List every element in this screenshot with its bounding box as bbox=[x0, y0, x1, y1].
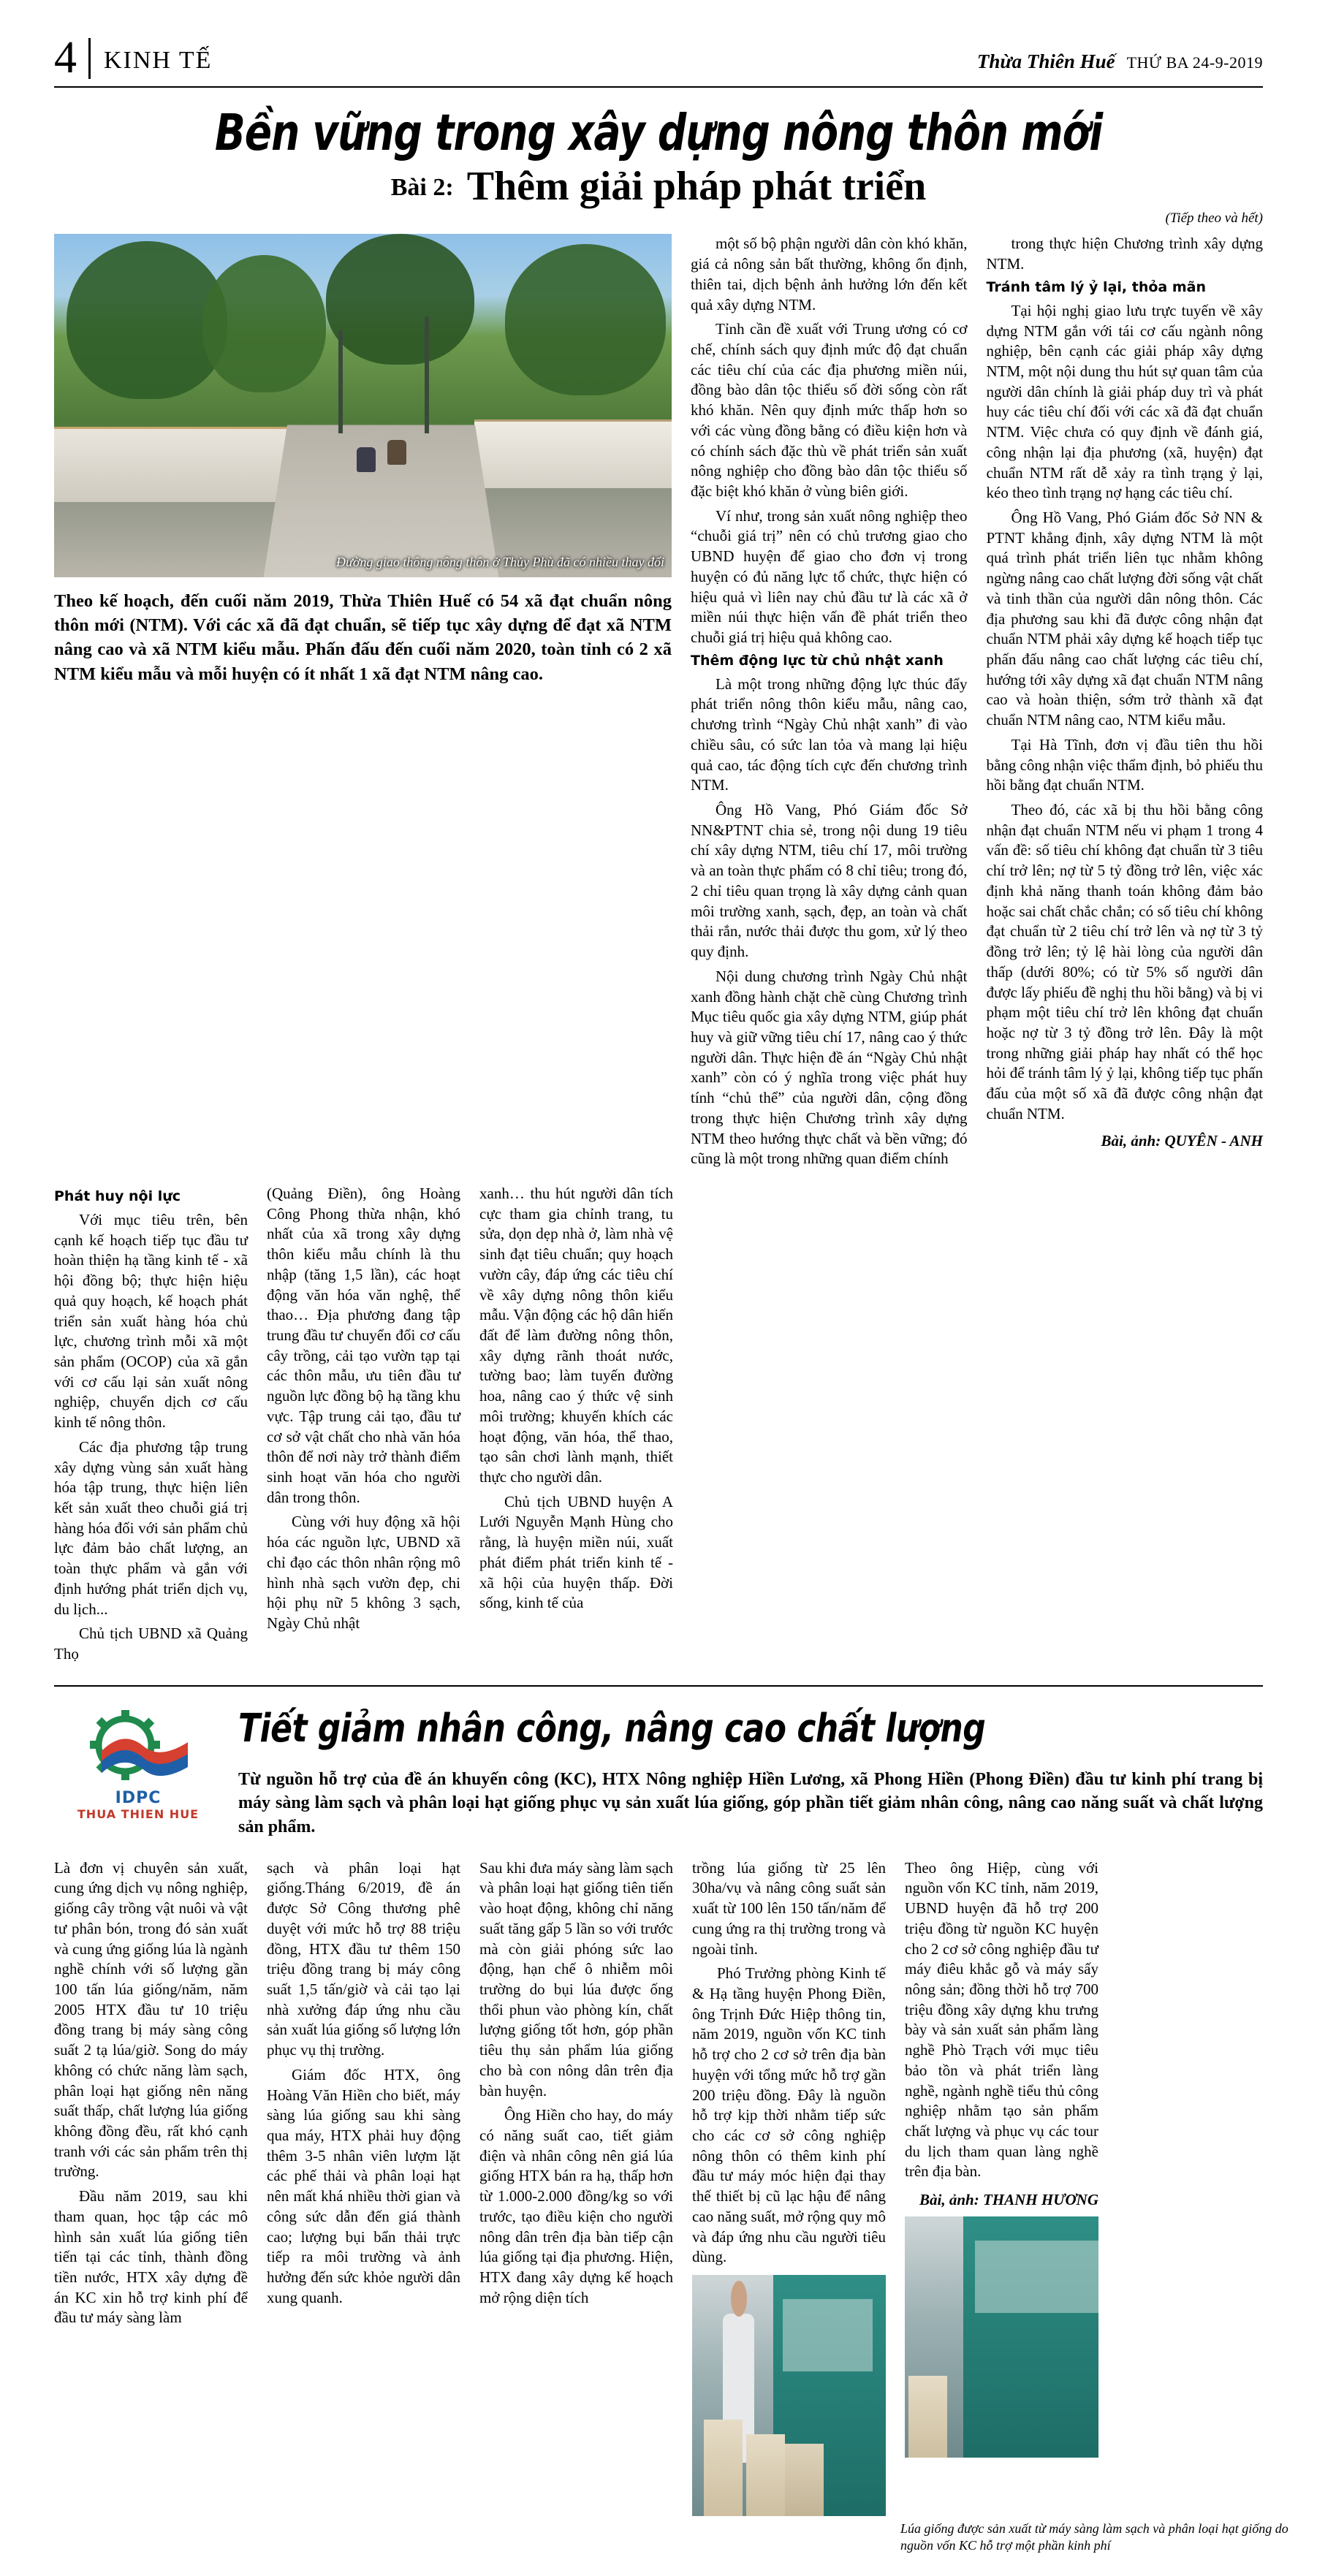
paper-date: THỨ BA 24-9-2019 bbox=[1126, 53, 1263, 72]
idpc-logo bbox=[54, 1703, 222, 1821]
article2-byline: Bài, ảnh: THANH HƯƠNG bbox=[919, 2191, 1098, 2209]
article1-byline: Bài, ảnh: QUYÊN - ANH bbox=[1101, 1131, 1263, 1150]
paragraph: Phó Trưởng phòng Kinh tế & Hạ tầng huyện Phong Điền, ông Trịnh Đức Hiệp thông tin, năm 2019, nguồn vốn KC tinh hỗ trợ cho 2 cơ sở trên địa bàn huyện với tổng mức hỗ trợ gần 200 triệu đồng. Đây là nguồn hỗ trợ kịp thời nhằm tiếp sức cho các cơ sở công nghiệp nông thôn có thêm kinh phí đầu tư máy móc hiện đại thay thế thiết bị cũ lạc hậu để nâng cao năng suất, mở rộng quy mô và đáp ứng nhu cầu người tiêu dùng. bbox=[692, 1964, 886, 2266]
paragraph: Ông Hiền cho hay, do máy có năng suất cao, tiết giảm điện và nhân công nên giá lúa giống HTX bán ra hạ, thấp hơn từ 1.000-2.000 đồng/kg so với trước, tạo điều kiện cho người nông dân trên địa bàn tiếp cận lúa giống tại địa phương. Hiện, HTX đang xây dựng kế hoạch mở rộng diện tích bbox=[479, 2106, 673, 2306]
paragraph: Là đơn vị chuyên sản xuất, cung ứng dịch vụ nông nghiệp, giống cây trồng vật nuôi và vật tư phân bón, trong đó sản xuất và cung ứng giống lúa là ngành nghề chính với số lượng gần 100 tấn lúa giống/năm, năm 2005 HTX đầu tư 10 triệu đồng trang bị máy sàng công suất 2 tạ lúa/giờ. Song do máy không có chức năng làm sạch, phân loại hạt giống nên năng suất thấp, chất lượng lúa giống không đồng đều, rất khó cạnh tranh với các sản phẩm trên thị trường. bbox=[54, 1858, 248, 2181]
paragraph: Chủ tịch UBND huyện A Lưới Nguyễn Mạnh Hùng cho rằng, là huyện miền núi, xuất phát điểm phát triển kinh tế - xã hội của huyện thấp. Đời sống, kinh tế của bbox=[479, 1492, 673, 1612]
paragraph: (Quảng Điền), ông Hoàng Công Phong thừa nhận, khó nhất của xã trong xây dựng thôn kiểu mẫu chính là thu nhập (tăng 1,5 lần), các hoạt động văn hóa văn nghệ, thể thao… Địa phương đang tập trung đầu tư chuyển đổi cơ cấu cây trồng, cải tạo vườn tạp tại các thôn mẫu, ưu tiên đầu tư nguồn lực đồng bộ hạ tầng khu vực. Tập trung cải tạo, đầu tư cơ sở vật chất cho nhà văn hóa thôn để nơi này trở thành điểm sinh hoạt văn hóa cho người dân trong thôn. bbox=[267, 1184, 460, 1506]
paragraph: một số bộ phận người dân còn khó khăn, giá cả nông sản bất thường, không ổn định, thiên tai, dịch bệnh ảnh hưởng lớn đến kết quả xây dựng NTM. bbox=[691, 235, 968, 314]
article1-header bbox=[54, 102, 1263, 227]
article-khuyen-cong bbox=[54, 1703, 1288, 2554]
article2-col-3 bbox=[479, 1858, 673, 2516]
paragraph: Theo ông Hiệp, cùng với nguồn vốn KC tỉnh, năm 2019, UBND huyện đã hỗ trợ 200 triệu đồng từ nguồn KC huyện cho 2 cơ sở công nghiệp đầu tư máy điêu khắc gỗ và máy sấy nông sản; đồng thời hỗ trợ 700 triệu đồng xây dựng khu trưng bày và sản xuất sản phẩm làng nghề Phò Trạch với mục tiêu bảo tồn và phát triển làng nghề, ngành nghề tiểu thủ công nghiệp nhằm tạo sản phẩm chất lượng và phục vụ các tour du lịch tham quan làng nghề trên địa bàn. bbox=[905, 1858, 1098, 2181]
article1-col-3 bbox=[479, 1184, 673, 1669]
article1-figure bbox=[54, 234, 672, 577]
article2-col-1 bbox=[54, 1858, 248, 2516]
seed-machine-photo bbox=[692, 2275, 886, 2516]
article2-lead: Từ nguồn hỗ trợ của đề án khuyến công (KC), HTX Nông nghiệp Hiền Lương, xã Phong Hiền (Phong Điền) đầu tư kinh phí trang bị máy sàng làm sạch và phân loại hạt giống phục vụ sản xuất lúa giống, góp phần tiết giảm nhân công, nâng cao năng suất và chất lượng sản phẩm. bbox=[238, 1769, 1263, 1837]
paragraph: Cùng với huy động xã hội hóa các nguồn lực, UBND xã chỉ đạo các thôn nhân rộng mô hình nhà sạch vườn đẹp, chi hội phụ nữ 5 không 3 sạch, Ngày Chủ nhật bbox=[267, 1513, 460, 1633]
paragraph: Theo đó, các xã bị thu hồi bằng công nhận đạt chuẩn NTM nếu vi phạm 1 trong 4 vấn đề: số tiêu chí không đạt chuẩn từ 3 tiêu chí trở lên; nợ từ 5 tỷ đồng trở lên, việc xác định khả năng thanh toán không đảm bảo hoặc sai chất chắc chắn; có số tiêu chí không đạt chuẩn từ 2 tiêu chí trở lên và nợ từ 3 tỷ đồng trở lên; tỷ lệ hài lòng của người dân thấp (dưới 80%; có từ 5% số người dân được lấy phiếu đề nghị thu hồi bằng) và bị vi phạm một tiêu chí trở lên không đạt chuẩn hoặc nợ từ 3 tỷ đồng trở lên. Đây là một trong những giải pháp hay nhất có thể học hỏi để tránh tâm lý ỷ lại, không tiếp tục phấn đấu của một số xã đã được công nhận đạt chuẩn NTM. bbox=[986, 801, 1263, 1122]
paragraph: Ví như, trong sản xuất nông nghiệp theo “chuỗi giá trị” nên có chủ trương giao cho UBND huyện để giao cho đơn vị trong huyện có đủ năng lực tổ chức, thực hiện có hiệu quả vì liên nay chủ đầu tư là các xã ở miền núi thực hiện vấn đề phát triển theo chuỗi giá trị hiệu quả không cao. bbox=[691, 506, 968, 646]
paragraph: Giám đốc HTX, ông Hoàng Văn Hiền cho biết, máy sàng lúa giống sau khi sàng qua máy, HTX phải huy động thêm 3-5 nhân viên lượm lặt các phế thải và phân loại hạt nên mất khá nhiều thời gian và công sức dẫn đến giá thành cao; lượng bụi bẩn thải trực tiếp ra môi trường và ảnh hưởng đến sức khỏe người dân xung quanh. bbox=[267, 2065, 460, 2306]
section-divider bbox=[54, 1685, 1263, 1687]
article2-photo-caption: Lúa giống được sản xuất từ máy sàng làm sạch và phân loại hạt giống do nguồn vốn KC hỗ trợ một phần kinh phí bbox=[900, 2521, 1288, 2553]
article1-figure-block bbox=[54, 234, 672, 1174]
article1-subhead-phathuynoiluc: Phát huy nội lực bbox=[54, 1188, 181, 1204]
article2-photo-caption-wrap bbox=[900, 2520, 1307, 2554]
article2-col-4 bbox=[692, 1858, 886, 2516]
paragraph: Tỉnh cần đề xuất với Trung ương có cơ chế, chính sách quy định mức độ đạt chuẩn các tiêu chí của các địa phương miền núi, đồng bào dân tộc thiểu số đời sống còn rất khó khăn. Nên quy định mức thấp hơn so với các vùng đồng bằng có điều kiện hơn và có chính sách đặc thù về phát triển sản xuất nông nghiệp cho đồng bào dân tộc thiểu số đặc biệt khó khăn ở vùng biên giới. bbox=[691, 320, 968, 500]
article1-lower-grid bbox=[54, 1184, 672, 1669]
paragraph: xanh… thu hút người dân tích cực tham gia chỉnh trang, tu sửa, dọn dẹp nhà ở, làm nhà vệ sinh đạt tiêu chuẩn; quy hoạch vườn cây, đáp ứng các tiêu chí về xây dựng nông thôn kiểu mẫu. Vận động các hộ dân hiến đất để làm đường nông thôn, xây dựng rãnh thoát nước, tường bao; làm tuyến đường hoa, nâng cao ý thức vệ sinh môi trường; khuyến khích các hoạt động, văn hóa, thể thao, tạo sân chơi lành mạnh, thiết thực cho người dân. bbox=[479, 1184, 673, 1486]
figure-caption: Đường giao thông nông thôn ở Thủy Phù đã có nhiều thay đổi bbox=[336, 554, 664, 569]
article2-col-5 bbox=[905, 1858, 1098, 2516]
article2-col-2 bbox=[267, 1858, 460, 2516]
paragraph: Ông Hồ Vang, Phó Giám đốc Sở NN&PTNT chia sẻ, trong nội dung 19 tiêu chí xây dựng NTM, tiêu chí 17, môi trường và an toàn thực phẩm có 8 chỉ tiêu; trong đó, 2 chỉ tiêu quan trọng là xây dựng cảnh quan môi trường xanh, sạch, đẹp, an toàn và chất thải rắn, nước thải được thu gom, xử lý theo quy định. bbox=[691, 801, 968, 961]
paragraph: Nội dung chương trình Ngày Chủ nhật xanh đồng hành chặt chẽ cùng Chương trình Mục tiêu quốc gia xây dựng NTM, giúp phát huy và giữ vững tiêu chí 17, nâng cao ý thức người dân. Thực hiện đề án “Ngày Chủ nhật xanh” còn có ý nghĩa trong việc phát huy tính “chủ thể” của người dân, cộng đồng trong thực hiện Chương trình xây dựng NTM theo hướng thực chất và bền vững; đó cũng là một trong những quan điểm chính bbox=[691, 967, 968, 1168]
paragraph: Ông Hồ Vang, Phó Giám đốc Sở NN & PTNT khẳng định, xây dựng NTM là một quá trình phát triển liên tục nhằm không ngừng nâng cao chất lượng đời sống vật chất và tinh thần của người dân nông thôn. Các địa phương sau khi đã được công nhận đạt chuẩn NTM phải xây dựng kế hoạch tiếp tục phấn đấu nâng cao chất lượng các tiêu chí, hướng tới xây dựng xã đạt chuẩn NTM nâng cao và hoàn thiện, sớm trở thành xã đạt chuẩn NTM nâng cao, NTM kiểu mẫu. bbox=[986, 508, 1263, 729]
article1-subhead-chunhatxanh: Thêm động lực từ chủ nhật xanh bbox=[691, 652, 944, 669]
logo-text-province: THUA THIEN HUE bbox=[77, 1806, 200, 1821]
article1-headline: Bền vững trong xây dựng nông thôn mới bbox=[214, 102, 1103, 162]
article-ntm bbox=[54, 102, 1264, 1687]
logo-text-idpc: IDPC bbox=[115, 1788, 162, 1807]
article2-columns bbox=[54, 1858, 1263, 2516]
masthead-right bbox=[977, 50, 1263, 79]
article2-headline: Tiết giảm nhân công, nâng cao chất lượng bbox=[238, 1705, 986, 1752]
paragraph: trong thực hiện Chương trình xây dựng NTM. bbox=[986, 235, 1263, 273]
rural-road-photo bbox=[54, 234, 672, 577]
article1-continuation-note: (Tiếp theo và hết) bbox=[1165, 210, 1263, 227]
article1-top-grid bbox=[54, 234, 1263, 1174]
article2-header bbox=[54, 1703, 1263, 1839]
seed-machine-photo-right bbox=[905, 2216, 1098, 2458]
masthead bbox=[54, 33, 1263, 88]
article1-topcol-2 bbox=[691, 234, 968, 1174]
paragraph: Với mục tiêu trên, bên cạnh kế hoạch tiếp tục đầu tư hoàn thiện hạ tầng kinh tế - xã hội đồng bộ; thực hiện hiệu quả quy hoạch, kế hoạch phát triển sản xuất hàng hóa chủ lực, chương trình mỗi xã một sản phẩm (OCOP) của xã gắn với cơ cấu lại sản xuất nông nghiệp, chuyển dịch cơ cấu kinh tế nông thôn. bbox=[54, 1210, 248, 1432]
paragraph: Tại Hà Tĩnh, đơn vị đầu tiên thu hồi bằng công nhận việc thẩm định, bỏ phiếu thu hồi bằng đạt chuẩn NTM. bbox=[986, 735, 1264, 794]
article2-title-lead bbox=[238, 1703, 1263, 1839]
paragraph: Các địa phương tập trung xây dựng vùng sản xuất hàng hóa tập trung, thực hiện liên kết sản xuất theo chuỗi giá trị hàng hóa đối với sản phẩm chủ lực đảm bảo chất lượng, an toàn thực phẩm và gắn với định hướng phát triển dịch vụ, du lịch... bbox=[54, 1437, 248, 1618]
article2-figure-caption-block bbox=[905, 2216, 1098, 2458]
paragraph: Là một trong những động lực thúc đẩy phát triển nông thôn kiểu mẫu, nâng cao, chương trình “Ngày Chủ nhật xanh” đi vào chiều sâu, có sức lan tỏa và mang lại hiệu quả cao, tác động tích cực đến chương trình NTM. bbox=[691, 675, 968, 794]
article1-topcol-3 bbox=[987, 234, 1264, 1174]
paragraph: Đầu năm 2019, sau khi tham quan, học tập các mô hình sản xuất lúa giống tiên tiến tại các tỉnh, thành đồng tiền nước, HTX xây dựng đề án KC xin hỗ trợ kinh phí để đầu tư máy sàng làm bbox=[54, 2187, 248, 2327]
article2-figure bbox=[692, 2275, 886, 2516]
paragraph: Tại hội nghị giao lưu trực tuyến về xây dựng NTM gắn với tái cơ cấu ngành nông nghiệp, bên cạnh các giải pháp xây dựng NTM, một nội dung thu hút sự quan tâm của người dân chính là giải pháp duy trì và phát huy các tiêu chí đối với các xã đã đạt chuẩn NTM. Việc chưa có quy định về đánh giá, công nhận lại địa phương (xã, huyện) đạt chuẩn NTM rất dễ xảy ra tình trạng ỷ lại, kéo theo tình trạng nợ hạng các tiêu chí. bbox=[986, 301, 1263, 502]
gear-wave-logo-icon bbox=[80, 1707, 197, 1787]
paper-name: Thừa Thiên Huế bbox=[976, 50, 1115, 72]
article1-subheadline: Thêm giải pháp phát triển bbox=[466, 163, 927, 209]
article1-subhead-tranhtamly: Tránh tâm lý ỷ lại, thỏa mãn bbox=[986, 278, 1206, 295]
section-title: KINH TẾ bbox=[104, 46, 213, 74]
article1-col-2 bbox=[267, 1184, 460, 1669]
article1-part-label: Bài 2: bbox=[390, 174, 454, 202]
article1-col-1 bbox=[54, 1184, 248, 1669]
paragraph: trồng lúa giống từ 25 lên 30ha/vụ và nâng công suất sản xuất từ 100 lên 150 tấn/năm để cung ứng ra thị trường trong và ngoài tỉnh. bbox=[692, 1858, 886, 1958]
paragraph: Chủ tịch UBND xã Quảng Thọ bbox=[54, 1625, 248, 1663]
paragraph: Sau khi đưa máy sàng làm sạch và phân loại hạt giống tiên tiến vào hoạt động, không chỉ năng suất tăng gấp 5 lần so với trước mà còn giải phóng sức lao động, hạn chế ô nhiễm môi trường do bụi lúa được ống thổi phun vào phòng kín, chất lượng giống tốt hơn, góp phần tiêu thụ sản phẩm lúa giống cho bà con nông dân trên địa bàn huyện. bbox=[479, 1858, 673, 2100]
article1-lead: Theo kế hoạch, đến cuối năm 2019, Thừa Thiên Huế có 54 xã đạt chuẩn nông thôn mới (NTM). Với các xã đã đạt chuẩn, sẽ tiếp tục xây dựng để đạt xã NTM nâng cao và xã NTM kiểu mẫu. Phấn đấu đến cuối năm 2020, toàn tỉnh có 2 xã NTM kiểu mẫu và mỗi huyện có ít nhất 1 xã đạt NTM nâng cao. bbox=[54, 591, 672, 684]
page-number: 4 bbox=[54, 38, 91, 79]
paragraph: sạch và phân loại hạt giống.Tháng 6/2019, đề án được Sở Công thương phê duyệt với mức hỗ trợ 88 triệu đồng, HTX đầu tư thêm 150 triệu đồng trang bị máy công suất 1,5 tấn/giờ và cải tạo lại nhà xưởng đáp ứng nhu cầu sản xuất lúa giống số lượng lớn phục vụ thị trường. bbox=[267, 1858, 460, 2059]
